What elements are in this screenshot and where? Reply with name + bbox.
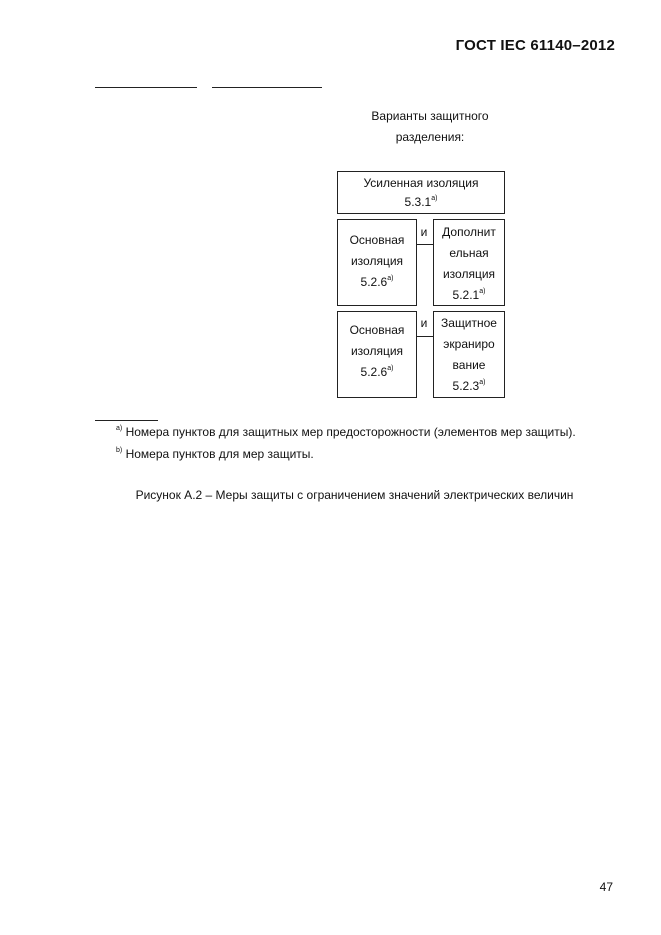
protective-screening-box: [433, 311, 505, 398]
basic-insulation-1-ref-number: 5.2.6: [360, 275, 388, 289]
footnote-separator: [95, 420, 158, 421]
screening-ref: [434, 376, 504, 397]
reinforced-ref-number: 5.3.1: [404, 195, 432, 209]
basic-insulation-1-ref: [338, 272, 416, 293]
basic-insulation-box-2: [337, 311, 417, 398]
screening-line-2: экраниро: [443, 337, 495, 351]
supplementary-line-1: Дополнит: [442, 225, 496, 239]
and-label-1: и: [420, 225, 428, 239]
basic-insulation-2-ref-number: 5.2.6: [360, 365, 388, 379]
reinforced-insulation-label: Усиленная изоляция: [363, 176, 479, 190]
reinforced-ref-note: a): [431, 195, 438, 202]
basic-insulation-2-line-1: Основная: [349, 323, 405, 337]
footnote-b: [116, 447, 314, 461]
header-rule-left: [95, 87, 197, 88]
supplementary-insulation-box: [433, 219, 505, 306]
footnote-a: [116, 425, 576, 439]
reinforced-insulation-box: [337, 171, 505, 214]
basic-insulation-2-line-2: изоляция: [350, 344, 404, 358]
footnote-b-marker: b): [116, 447, 123, 454]
header-rule-right: [212, 87, 322, 88]
diagram-caption-line-2: разделения:: [395, 130, 465, 144]
diagram-caption: [340, 106, 520, 148]
supplementary-ref: [434, 285, 504, 306]
supplementary-ref-note: a): [479, 288, 486, 295]
basic-insulation-box-1: [337, 219, 417, 306]
basic-insulation-2-ref-note: a): [387, 365, 394, 372]
basic-insulation-2-ref: [338, 362, 416, 383]
diagram-caption-line-1: Варианты защитного: [371, 109, 489, 123]
document-header-title: ГОСТ IEC 61140–2012: [455, 37, 615, 54]
footnote-a-text: Номера пунктов для защитных мер предосторожности (элементов мер защиты).: [125, 425, 576, 439]
supplementary-line-3: изоляция: [442, 267, 496, 281]
footnote-a-marker: a): [116, 425, 123, 432]
connector-line-1: [417, 244, 433, 245]
page-number: 47: [599, 880, 613, 894]
screening-ref-note: a): [479, 379, 486, 386]
connector-line-2: [417, 336, 433, 337]
basic-insulation-1-line-1: Основная: [349, 233, 405, 247]
screening-line-1: Защитное: [441, 316, 497, 330]
screening-ref-number: 5.2.3: [452, 379, 480, 393]
figure-caption: Рисунок А.2 – Меры защиты с ограничением значений электрических величин: [135, 488, 574, 502]
supplementary-ref-number: 5.2.1: [452, 288, 480, 302]
footnote-b-text: Номера пунктов для мер защиты.: [125, 447, 314, 461]
basic-insulation-1-line-2: изоляция: [350, 254, 404, 268]
and-label-2: и: [420, 316, 428, 330]
screening-line-3: вание: [452, 358, 486, 372]
basic-insulation-1-ref-note: a): [387, 275, 394, 282]
reinforced-insulation-ref: [338, 193, 504, 212]
supplementary-line-2: ельная: [449, 246, 489, 260]
